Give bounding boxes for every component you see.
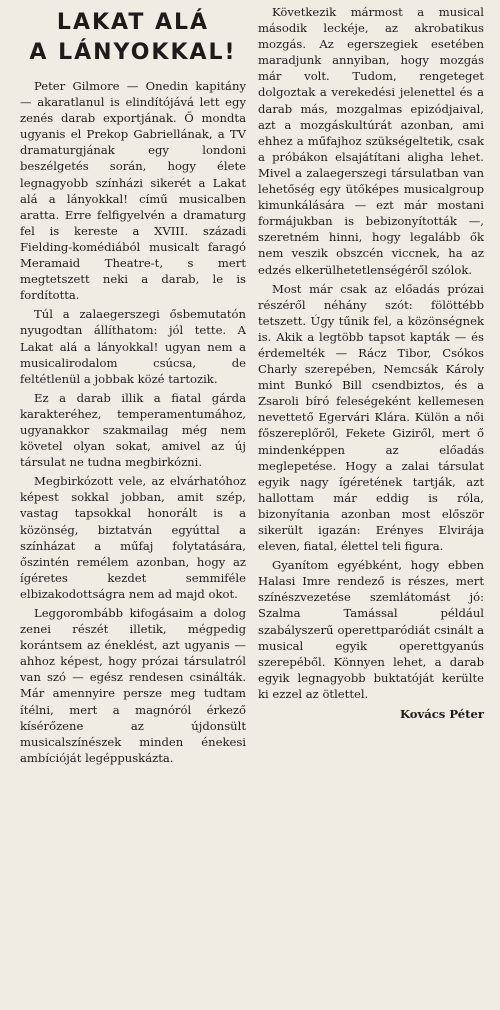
- paragraph: Leggorombább kifogásaim a dolog zenei részét illetik, mégpedig korántsem az éneklést, azt ugyanis — ahhoz képest, hogy prózai társulatról van szó — egész rendesen csinálták. Már amennyire persze meg tudtam ítélni, mert a magnóról érkező kísérőzene az újdonsült musicalszínészek minden énekesi ambícióját legéppuskázta.: [20, 606, 246, 765]
- paragraph: Most már csak az előadás prózai részéről néhány szót: fölöttébb tetszett. Úgy tűnik fel, a közönségnek is. Akik a legtöbb tapsot kapták — és érdemelték — Rácz Tibor, Csókos Charly szerepében, Nemcsák Károly mint Bunkó Bill csendbiztos, és a Zsaroli bíró feleségeként kellemesen nevettető Egervári Klára. Külön a női főszereplőről, Fekete Giziről, mert ő mindenképpen az előadás meglepetése. Hogy a zalai társulat egyik nagy ígéretének tartják, azt hallottam már eddig is róla, bizonyítania azonban most először sikerült igazán: Erényes Elvirája eleven, fiatal, élettel teli figura.: [258, 281, 484, 554]
- paragraph: Túl a zalaegerszegi ősbemutatón nyugodtan állíthatom: jól tette. A Lakat alá a lányokkal! ugyan nem a musicalirodalom csúcsa, de feltétlenül a jobbak közé tartozik.: [20, 307, 246, 386]
- paragraph: Gyanítom egyébként, hogy ebben Halasi Imre rendező is részes, mert színészvezetése szemlátomást jó: Szalma Tamással például szabályszerű operettparódiát csinált a musical egyik operettgyanús szerepéből. Könnyen lehet, a darab egyik legnagyobb buktatóját kerülte ki ezzel az ötlettel.: [258, 558, 484, 701]
- title-line-1: LAKAT ALÁ: [56, 10, 210, 35]
- paragraph: Következik mármost a musical második leckéje, az akrobatikus mozgás. Az egerszegiek esetében maradjunk annyiban, hogy mozgás már volt. Tudom, rengeteget dolgoztak a verekedési jelenettel és a darab más, mozgalmas epizódjaival, azt a mozgáskultúrát azonban, ami ehhez a műfajhoz szükségeltetik, csak a próbákon elsajátítani aligha lehet. Mivel a zalaegerszegi társulatban van lehetőség egy ütőképes musicalgroup kimunkálására — ezt már mostani formájukban is bebizonyították —, szeretném hinni, hogy legalább ők nem veszik obszcén viccnek, ha az edzés elkerülhetetlenségéről szólok.: [258, 5, 484, 277]
- author-signature: Kovács Péter: [399, 707, 484, 722]
- paragraph: Megbirkózott vele, az elvárhatóhoz képest sokkal jobban, amit szép, vastag tapsokkal honorált is a közönség, biztatván egyúttal a színházat a műfaj folytatására, őszintén remélem azonban, hogy az ígéretes kezdet semmiféle elbizakodottságra nem ad majd okot.: [20, 474, 246, 601]
- paragraph: Ez a darab illik a fiatal gárda karakteréhez, temperamentumához, ugyanakkor szakmailag még nem követel olyan sokat, amivel az új társulat ne tudna megbirkózni.: [20, 390, 246, 470]
- right-column: [258, 4, 484, 722]
- left-column: [20, 4, 246, 769]
- article-title: [20, 8, 246, 68]
- paragraph: Peter Gilmore — Onedin kapitány — akaratlanul is elindítójává lett egy zenés darab exportjának. Ő mondta ugyanis el Prekop Gabriellának, a TV dramaturgjának egy londoni beszélgetés során, hogy élete legnagyobb színházi sikerét a Lakat alá a lányokkal! című musicalben aratta. Erre felfigyelvén a dramaturg fel is kereste a XVIII. századi Fielding-komédiából musicalt faragó Meramaid Theatre-t, s mert megtetszett neki a darab, le is fordította.: [20, 79, 246, 303]
- title-line-2: A LÁNYOKKAL!: [29, 40, 237, 65]
